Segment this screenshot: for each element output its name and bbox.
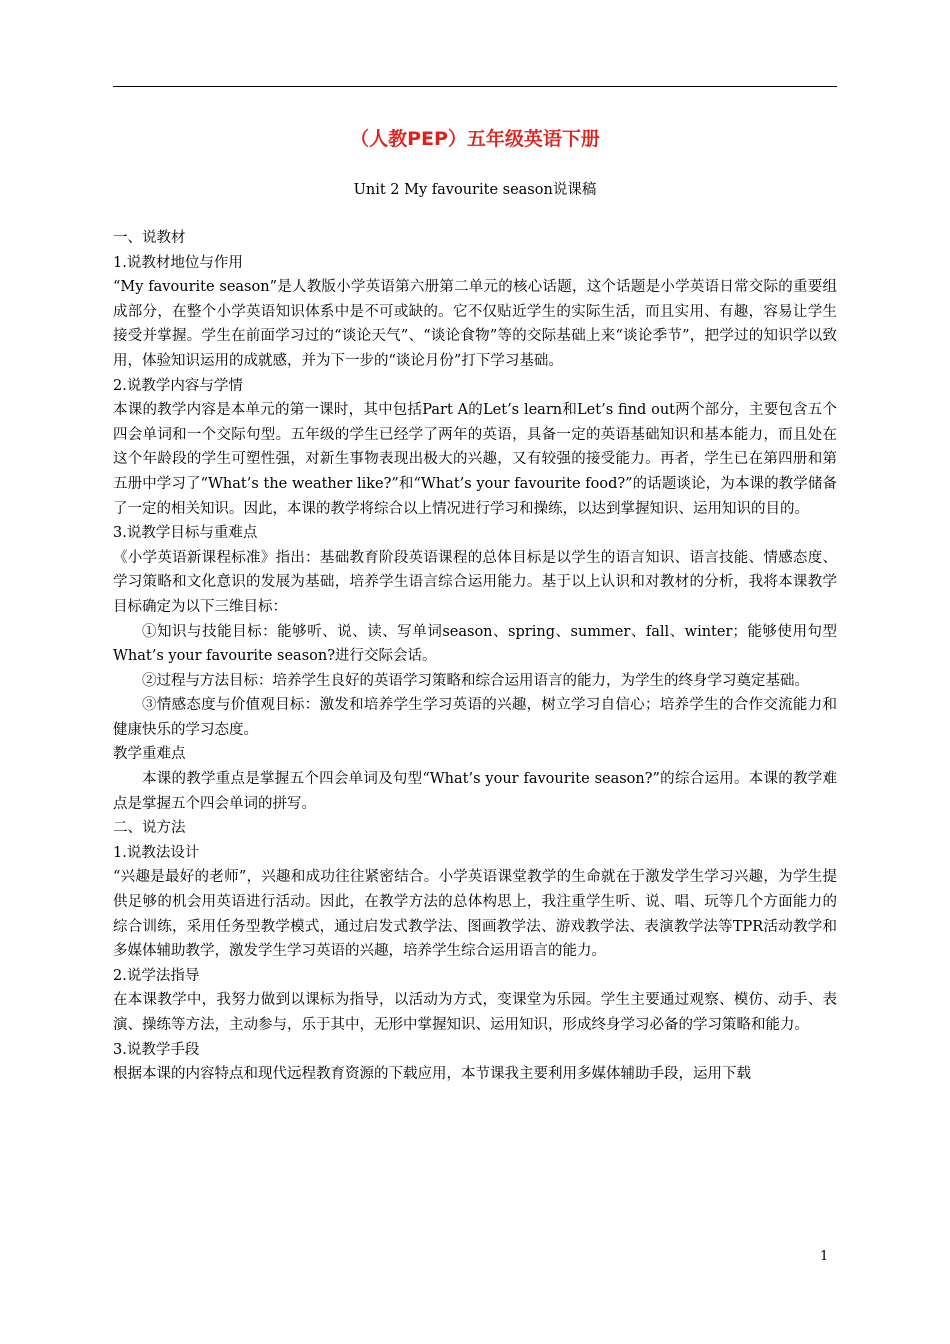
paragraph: ③情感态度与价值观目标：激发和培养学生学习英语的兴趣，树立学习自信心；培养学生的合作交流能力和健康快乐的学习态度。 — [113, 697, 837, 738]
page-number: 1 — [820, 1249, 829, 1264]
paragraph: 2.说学法指导 — [113, 967, 200, 984]
paragraph: 3.说教学目标与重难点 — [113, 525, 258, 542]
document-title: （人教PEP）五年级英语下册 — [350, 128, 600, 150]
document-body — [113, 226, 837, 1087]
header-rule — [113, 86, 837, 87]
paragraph: ①知识与技能目标：能够听、说、读、写单词season、spring、summer、fall、winter；能够使用句型What’s your favourite season?进行交际会话。 — [113, 623, 837, 665]
paragraph: 3.说教学手段 — [113, 1041, 200, 1058]
paragraph: “兴趣是最好的老师”，兴趣和成功往往紧密结合。小学英语课堂教学的生命就在于激发学生学习兴趣，为学生提供足够的机会用英语进行活动。因此，在教学方法的总体构思上，我注重学生听、说、唱、玩等几个方面能力的综合训练，采用任务型教学模式，通过启发式教学法、图画教学法、游戏教学法、表演教学法等TPR活动教学和多媒体辅助教学，激发学生学习英语的兴趣，培养学生综合运用语言的能力。 — [113, 869, 837, 960]
paragraph: 一、说教材 — [113, 230, 186, 246]
paragraph: 《小学英语新课程标准》指出：基础教育阶段英语课程的总体目标是以学生的语言知识、语言技能、情感态度、学习策略和文化意识的发展为基础，培养学生语言综合运用能力。基于以上认识和对教材的分析，我将本课教学目标确定为以下三维目标： — [113, 549, 837, 615]
paragraph: ②过程与方法目标：培养学生良好的英语学习策略和综合运用语言的能力，为学生的终身学习奠定基础。 — [142, 672, 809, 689]
paragraph: 本课的教学内容是本单元的第一课时，其中包括Part A的Let’s learn和Let’s find out两个部分，主要包含五个四会单词和一个交际句型。五年级的学生已经学了两年的英语，具备一定的英语基础知识和基本能力，而且处在这个年龄段的学生可塑性强，对新生事物表现出极大的兴趣，又有较强的接受能力。再者，学生已在第四册和第五册中学习了“What’s the weather like?”和“What’s your favourite food?”的话题谈论，为本课的教学储备了一定的相关知识。因此，本课的教学将综合以上情况进行学习和操练，以达到掌握知识、运用知识的目的。 — [113, 402, 837, 517]
paragraph: 根据本课的内容特点和现代远程教育资源的下载应用，本节课我主要利用多媒体辅助手段，运用下载 — [113, 1066, 751, 1083]
paragraph: 本课的教学重点是掌握五个四会单词及句型“What’s your favourite season?”的综合运用。本课的教学难点是掌握五个四会单词的拼写。 — [113, 771, 837, 812]
paragraph: 教学重难点 — [113, 746, 186, 763]
paragraph: “My favourite season”是人教版小学英语第六册第二单元的核心话题，这个话题是小学英语日常交际的重要组成部分，在整个小学英语知识体系中是不可或缺的。它不仅贴近学生的实际生活，而且实用、有趣，容易让学生接受并掌握。学生在前面学习过的“谈论天气”、“谈论食物”等的交际基础上来“谈论季节”，把学过的知识学以致用，体验知识运用的成就感，并为下一步的“谈论月份”打下学习基础。 — [113, 279, 837, 369]
document-subtitle: Unit 2 My favourite season说课稿 — [353, 182, 597, 198]
paragraph: 2.说教学内容与学情 — [113, 377, 243, 394]
paragraph: 1.说教法设计 — [113, 844, 200, 861]
paragraph: 1.说教材地位与作用 — [113, 254, 243, 271]
paragraph: 在本课教学中，我努力做到以课标为指导，以活动为方式，变课堂为乐园。学生主要通过观察、模仿、动手、表演、操练等方法，主动参与，乐于其中，无形中掌握知识、运用知识，形成终身学习必备的学习策略和能力。 — [113, 992, 837, 1033]
paragraph: 二、说方法 — [113, 820, 186, 837]
